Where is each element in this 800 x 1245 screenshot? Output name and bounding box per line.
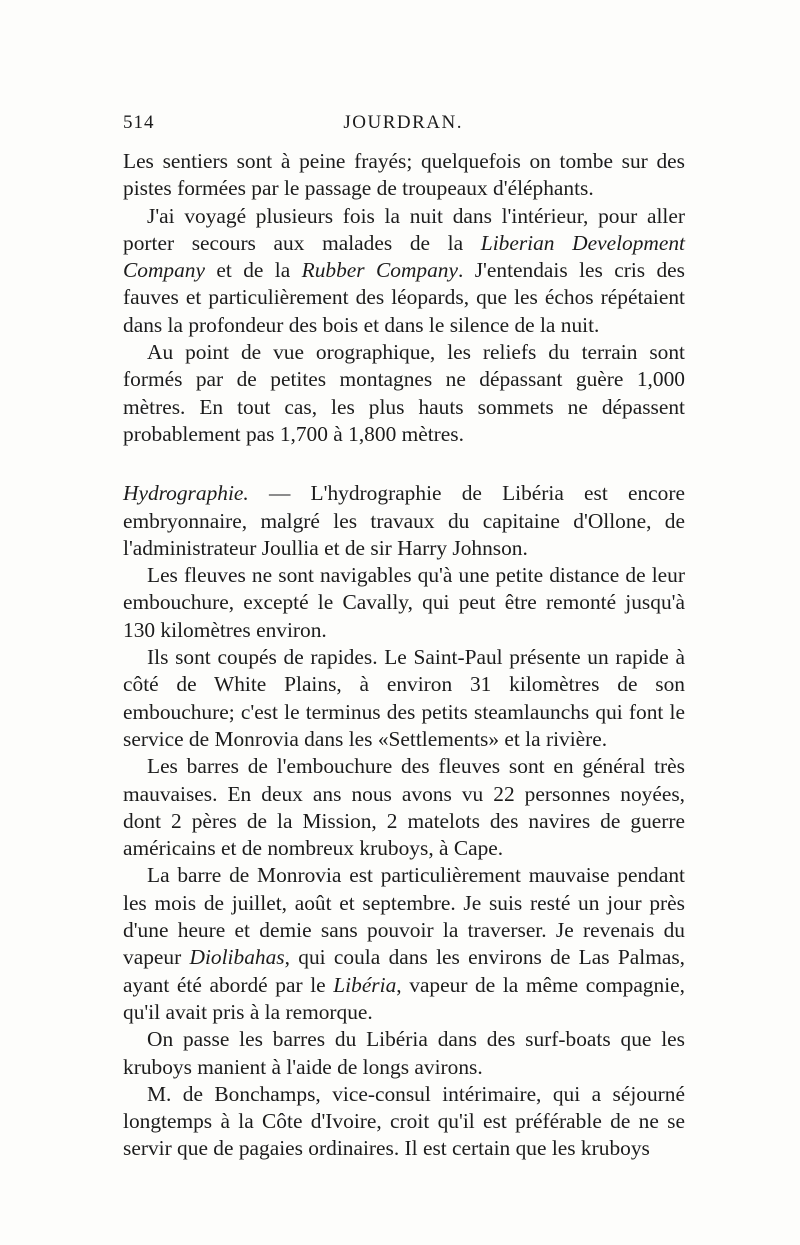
paragraph <box>123 753 685 862</box>
paragraph-text: J'ai voyagé plusieurs fois la nuit dans l'intérieur, pour aller porter secours aux malades de la <box>123 203 685 255</box>
italic-text: Libéria <box>333 972 397 997</box>
paragraph <box>123 148 685 203</box>
paragraph <box>123 862 685 1026</box>
paragraph-text: Les fleuves ne sont navigables qu'à une petite distance de leur embouchure, excepté le Cavally, qui peut être remonté jusqu'à 130 kilomètres environ. <box>123 563 685 642</box>
paragraph-text: La barre de Monrovia est particulièrement mauvaise pendant les mois de juillet, août et septembre. Je suis resté un jour près d'une heure et demie sans pouvoir la traverser. Je revenais du vapeur <box>123 863 685 970</box>
paragraph <box>123 203 685 339</box>
italic-text: Rubber Company <box>301 258 458 283</box>
italic-text: Liberian Development Company <box>123 230 685 283</box>
paragraph-text: Les barres de l'embouchure des fleuves sont en général très mauvaises. En deux ans nous avons vu 22 personnes noyées, dont 2 pères de la Mission, 2 matelots des navires de guerre américains et de nombreux kruboys, à Cape. <box>123 754 685 861</box>
book-page <box>123 112 685 1163</box>
paragraph-text: Ils sont coupés de rapides. Le Saint-Paul présente un rapide à côté de White Plains, à environ 31 kilomètres de son embouchure; c'est le terminus des petits steamlaunchs qui font le service de Monrovia dans les «Settlements» et la rivière. <box>123 645 685 751</box>
section-gap <box>123 448 685 480</box>
paragraph <box>123 339 685 448</box>
paragraph-text: Au point de vue orographique, les reliefs du terrain sont formés par de petites montagnes ne dépassant guère 1,000 mètres. En tout cas, les plus hauts sommets ne dépassent probablement pas 1,700 à 1,800 mètres. <box>123 340 685 446</box>
page-number: 514 <box>123 112 155 133</box>
paragraph-text: M. de Bonchamps, vice-consul intérimaire, qui a séjourné longtemps à la Côte d'Ivoire, croit qu'il est préférable de ne se servir que de pagaies ordinaires. Il est certain que les kruboys <box>123 1081 685 1161</box>
paragraph-text: — L'hydrographie de Libéria est encore embryonnaire, malgré les travaux du capitaine d'Ollone, de l'administrateur Joullia et de sir Harry Johnson. <box>123 481 685 560</box>
paragraph <box>123 644 685 753</box>
paragraph-text: Les sentiers sont à peine frayés; quelquefois on tombe sur des pistes formées par le passage de troupeaux d'éléphants. <box>123 149 685 201</box>
paragraph-text: . J'entendais les cris des fauves et particulièrement des léopards, que les échos répétaient dans la profondeur des bois et dans le silence de la nuit. <box>123 258 686 337</box>
paragraph <box>123 480 685 562</box>
paragraph-text: et de la <box>205 258 302 283</box>
paragraph-text: On passe les barres du Libéria dans des surf-boats que les kruboys manient à l'aide de longs avirons. <box>123 1027 685 1079</box>
running-header <box>123 112 685 148</box>
paragraph <box>123 1026 685 1081</box>
italic-text: Diolibahas <box>189 945 285 970</box>
italic-text: Hydrographie. <box>123 481 249 506</box>
paragraph-text: , vapeur de la même compagnie, qu'il avait pris à la remorque. <box>123 972 685 1024</box>
running-title: JOURDRAN. <box>343 112 463 133</box>
body-text <box>123 148 685 1163</box>
paragraph-text: , qui coula dans les environs de Las Palmas, ayant été abordé par le <box>123 945 686 997</box>
paragraph <box>123 1081 685 1163</box>
paragraph <box>123 562 685 644</box>
